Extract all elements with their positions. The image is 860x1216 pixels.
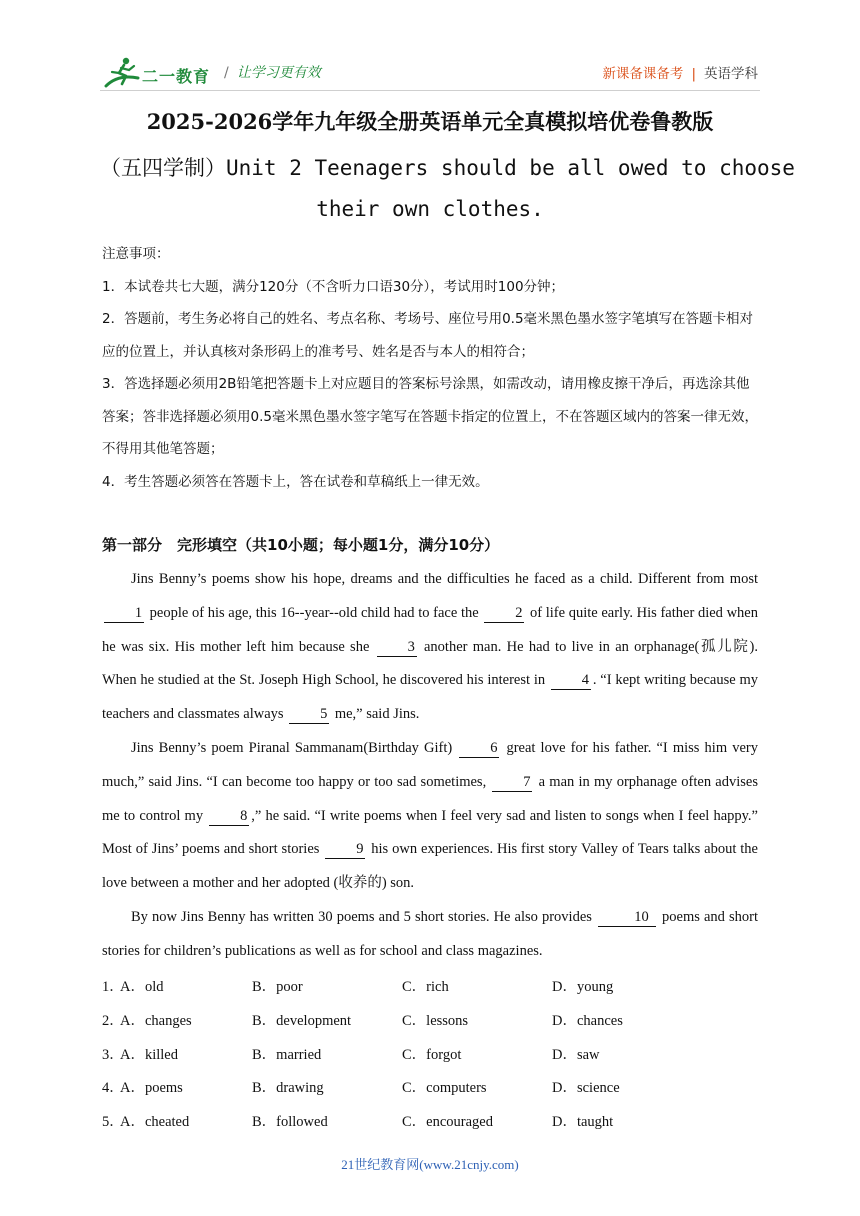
slogan-text: 让学习更有效 xyxy=(236,65,321,81)
option-a: A．old xyxy=(120,979,164,995)
option-d: D．saw xyxy=(552,1046,600,1063)
blank-2: 2 xyxy=(484,604,524,623)
option-d: D．young xyxy=(552,979,614,995)
option-c: C．encouraged xyxy=(402,1114,493,1131)
question-number: 3． xyxy=(102,1046,124,1063)
blank-3: 3 xyxy=(377,638,417,657)
question-number: 1． xyxy=(102,979,124,995)
logo-text: 二一教育 xyxy=(142,67,211,86)
note-item-4: 4．考生答题必须答在答题卡上，答在试卷和草稿纸上一律无效。 xyxy=(102,473,489,490)
blank-1: 1 xyxy=(104,604,144,623)
blank-9: 9 xyxy=(325,840,365,859)
option-row-3 xyxy=(102,1036,758,1070)
note-item-3: 3．答选择题必须用2B铅笔把答题卡上对应题目的答案标号涂黑，如需改动，请用橡皮擦干净后，再选涂其他答案；答非选择题必须用0.5毫米黑色墨水签字笔写在答题卡指定的位置上，不在答题区域内的答案一律无效，不得用其他笔答题； xyxy=(102,376,758,457)
header-divider xyxy=(100,90,760,91)
option-d: D．science xyxy=(552,1080,620,1097)
option-c: C．forgot xyxy=(402,1046,462,1063)
passage-text: his own experiences. His first story Valley of Tears talks about the love between a mother and her adopted (收养的) son. xyxy=(102,841,758,892)
note-item-1: 1．本试卷共七大题，满分120分（不含听力口语30分），考试用时100分钟； xyxy=(102,278,565,295)
answer-options xyxy=(102,968,758,1137)
passage-text: By now Jins Benny has written 30 poems and 5 short stories. He also provides xyxy=(131,908,596,925)
question-number: 4． xyxy=(102,1080,124,1097)
passage-text: ,” he said. “I write poems when I feel very sad and listen to songs when I feel happy.” Most of Jins’ poems and short stories xyxy=(102,807,758,858)
title-line-2: （五四学制）Unit 2 Teenagers should be all owed to choose xyxy=(100,156,795,180)
option-b: B．drawing xyxy=(252,1080,324,1097)
header-subject-label: 英语学科 xyxy=(704,66,758,82)
option-a: A．changes xyxy=(120,1012,192,1029)
option-row-4 xyxy=(102,1069,758,1103)
slogan-slash: / xyxy=(224,65,229,81)
option-row-5 xyxy=(102,1103,758,1137)
exam-notes xyxy=(102,238,760,498)
blank-6: 6 xyxy=(459,739,499,758)
option-d: D．taught xyxy=(552,1114,614,1131)
passage-text: Jins Benny’s poems show his hope, dreams and the difficulties he faced as a child. Different from most xyxy=(131,571,758,587)
passage-paragraph-3 xyxy=(102,901,758,969)
page-footer: 21世纪教育网(www.21cnjy.com) xyxy=(341,1157,519,1172)
option-b: B．followed xyxy=(252,1114,328,1131)
section-title: 第一部分 完形填空（共10小题；每小题1分，满分10分） xyxy=(102,536,500,554)
page-header xyxy=(100,56,760,90)
passage-text: great love for his father. “I miss him very much,” said Jins. “I can become too happy or too sad sometimes, xyxy=(102,739,758,790)
blank-5: 5 xyxy=(289,705,329,724)
option-a: A．poems xyxy=(120,1080,183,1097)
passage-text: me,” said Jins. xyxy=(331,706,420,723)
option-d: D．chances xyxy=(552,1012,623,1029)
option-a: A．cheated xyxy=(120,1114,190,1131)
notes-heading: 注意事项： xyxy=(102,246,170,262)
passage-text: poems and short stories for children’s publications as well as for school and class magazines. xyxy=(102,908,758,959)
option-row-2 xyxy=(102,1002,758,1036)
passage-text: another man. He had to live in an orphanage(孤儿院). When he studied at the St. Joseph High School, he discovered his interest in xyxy=(102,638,758,689)
runner-logo-icon xyxy=(104,56,142,90)
passage-text: Jins Benny’s poem Piranal Sammanam(Birthday Gift) xyxy=(131,739,458,756)
option-b: B．married xyxy=(252,1046,322,1063)
passage-text: . “I kept writing because my teachers and classmates always xyxy=(102,672,758,723)
option-b: B．development xyxy=(252,1012,352,1029)
header-subject xyxy=(602,62,758,82)
question-number: 5． xyxy=(102,1114,124,1131)
header-course-label: 新课备课备考 xyxy=(602,66,684,82)
passage-paragraph-1 xyxy=(102,563,758,732)
option-b: B．poor xyxy=(252,979,303,995)
slogan xyxy=(224,62,321,82)
note-item-2: 2．答题前，考生务必将自己的姓名、考点名称、考场号、座位号用0.5毫米黑色墨水签字笔填写在答题卡相对应的位置上，并认真核对条形码上的准考号、姓名是否与本人的相符合； xyxy=(102,311,754,360)
option-c: C．rich xyxy=(402,979,449,995)
passage-paragraph-2 xyxy=(102,732,758,901)
title-line-1: 2025-2026学年九年级全册英语单元全真模拟培优卷鲁教版 xyxy=(146,109,714,134)
passage-text: a man in my orphanage often advises me to control my xyxy=(102,773,758,824)
passage-text: people of his age, this 16--year--old child had to face the xyxy=(146,604,483,621)
blank-7: 7 xyxy=(492,773,532,792)
option-c: C．computers xyxy=(402,1080,487,1097)
cloze-passage xyxy=(102,563,758,969)
blank-10: 10 xyxy=(598,908,656,927)
option-row-1 xyxy=(102,968,758,1002)
header-separator: | xyxy=(691,66,696,82)
passage-text: of life quite early. His father died when he was six. His mother left him because she xyxy=(102,604,758,655)
title-line-3: their own clothes. xyxy=(316,197,544,221)
option-a: A．killed xyxy=(120,1046,178,1063)
blank-4: 4 xyxy=(551,671,591,690)
logo xyxy=(104,56,216,90)
blank-8: 8 xyxy=(209,807,249,826)
question-number: 2． xyxy=(102,1012,124,1029)
option-c: C．lessons xyxy=(402,1012,469,1029)
